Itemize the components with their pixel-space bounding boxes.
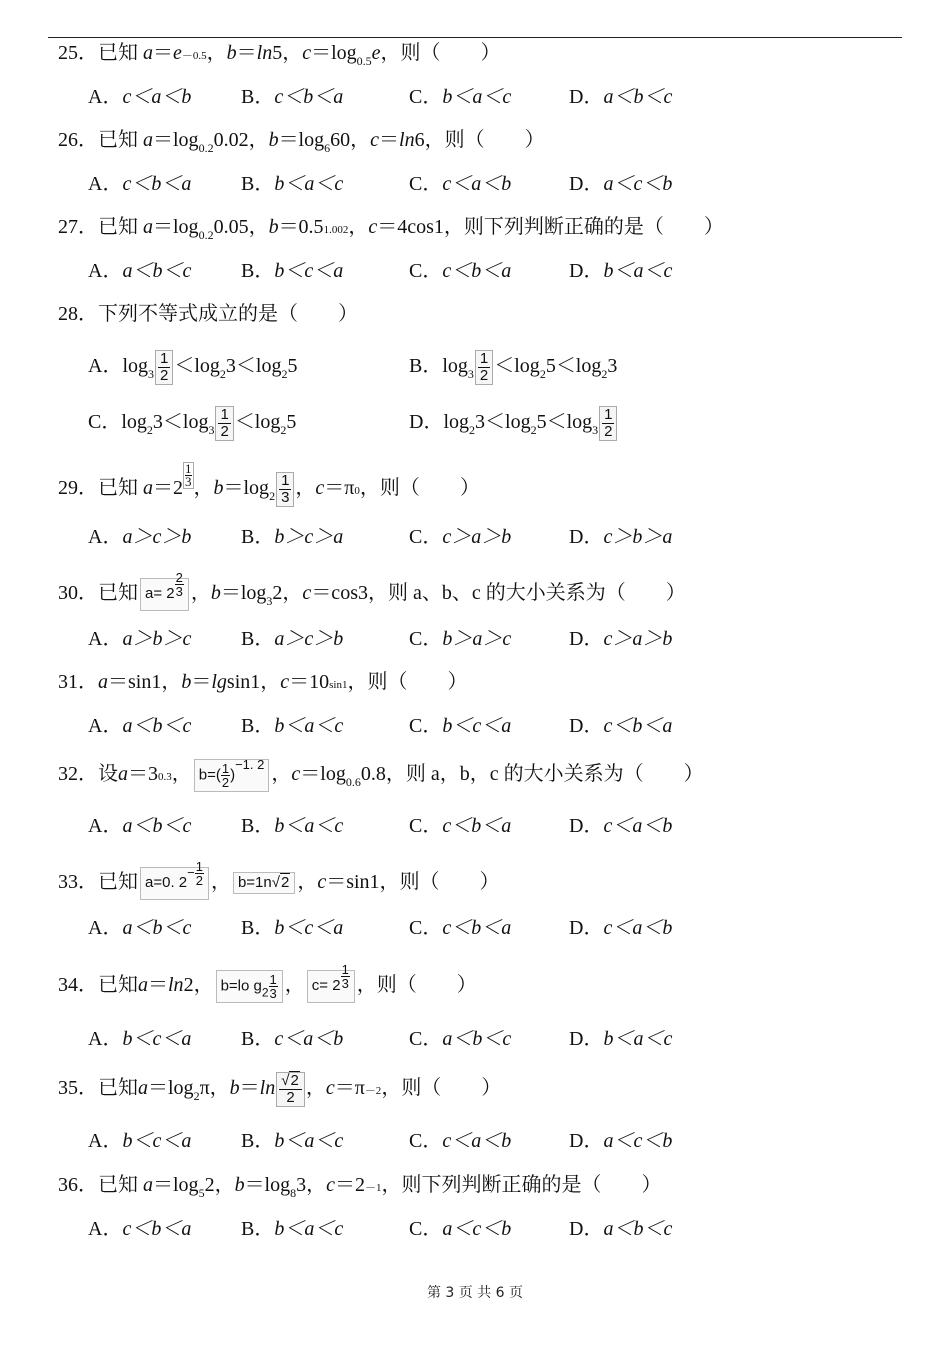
option-b[interactable]: B．c＜a＜b [241,1028,344,1050]
options-28-row1 [0,346,950,386]
option-d[interactable]: D．b＜a＜c [569,260,673,282]
option-d[interactable]: D．a＜c＜b [569,173,673,195]
option-c[interactable]: C．c＜b＜a [409,260,512,282]
fraction-image: $\frac{1}{2}$ [155,350,173,385]
option-b[interactable]: B．b＜c＜a [241,917,344,939]
option-c[interactable]: C．b＞a＞c [409,628,512,650]
option-c[interactable]: C．c＜a＜b [409,173,512,195]
options-25 [0,84,950,110]
fraction-image: $\frac{1}{2}$ [475,350,493,385]
option-d[interactable]: D．a＜b＜c [569,1218,673,1240]
option-a[interactable]: A．c＜b＜a [88,1218,192,1240]
question-31: 31．a＝sin1，b＝lgsin1，c＝10sin1，则（ ） [58,671,468,693]
option-a[interactable]: A．a＞b＞c [88,628,192,650]
option-b[interactable]: B．b＜a＜c [241,815,344,837]
option-c[interactable]: C．$\log_23<\log_3$ $\frac{1}{2}$ $<\log_25$ [88,405,297,440]
option-c[interactable]: C．b＜c＜a [409,715,512,737]
question-36: 36．已知 $a=\log_52$，$b=\log_83$，c＝2－1，则下列判断正确的是（ ） [58,1174,662,1200]
option-b[interactable]: B．c＜b＜a [241,86,344,108]
option-a[interactable]: A．b＜c＜a [88,1130,192,1152]
question-32: 32．设a＝30.3， b=( $\frac{1}{2}$ )−1. 2 ，$c=\log_{0.6}0.8$，则 a，b，c 的大小关系为（ ） [58,757,704,790]
option-b[interactable]: B．b＜a＜c [241,715,344,737]
options-27 [0,258,950,284]
option-a[interactable]: A．a＜b＜c [88,815,192,837]
formula-image: b=1n√2 [233,872,295,894]
question-28: 28．下列不等式成立的是（ ） [58,303,358,325]
option-d[interactable]: D．c＜a＜b [569,815,673,837]
fraction-image: $\frac{√2}{2}$ [276,1072,305,1107]
option-a[interactable]: A．a＞c＞b [88,526,192,548]
option-a[interactable]: A．c＜a＜b [88,86,192,108]
question-34: 34．已知a＝ln2， b=lo $g_2$ $\frac{1}{3}$ ， c= 2 $\frac{1}{3}$ ，则（ ） [58,961,477,1001]
header-rule [48,37,902,38]
option-a[interactable]: A．a＜b＜c [88,260,192,282]
option-a[interactable]: A．c＜b＜a [88,173,192,195]
option-b[interactable]: B．b＜a＜c [241,1130,344,1152]
option-c[interactable]: C．a＜b＜c [409,1028,512,1050]
options-33 [0,915,950,941]
option-c[interactable]: C．c＞a＞b [409,526,512,548]
question-35: 35．已知$a=\log_2\pi$，b＝ln $\frac{√2}{2}$ ，c＝π－2，则（ ） [58,1071,502,1106]
option-b[interactable]: B．a＞c＞b [241,628,344,650]
formula-image: c= 2 $\frac{1}{3}$ [307,970,355,1003]
option-b[interactable]: B．b＜a＜c [241,1218,344,1240]
option-c[interactable]: C．a＜c＜b [409,1218,512,1240]
page-footer: 第 3 页 共 6 页 [426,1285,524,1301]
option-a[interactable]: A．$\log_3$ $\frac{1}{2}$ $<\log_23<\log_25$ [88,349,298,384]
option-d[interactable]: D．a＜b＜c [569,86,673,108]
option-b[interactable]: B．b＞c＞a [241,526,344,548]
question-26: 26．已知 $a=\log_{0.2}0.02$，$b=\log_660$，c＝ln6，则（ ） [58,129,545,155]
option-d[interactable]: D．c＞a＞b [569,628,673,650]
formula-image: b=lo $g_2$ $\frac{1}{3}$ [216,970,283,1003]
options-26 [0,171,950,197]
fraction-image: $\frac{1}{2}$ [599,406,617,441]
fraction-image: $\frac{1}{3}$ [276,472,294,507]
options-32 [0,813,950,839]
options-28-row2 [0,402,950,442]
options-30 [0,626,950,652]
option-d[interactable]: D．c＜b＜a [569,715,673,737]
question-33: 33．已知 a=0. 2− $\frac{1}{2}$ ， b=1n√2 ，c＝sin1，则（ ） [58,860,500,904]
option-d[interactable]: D．a＜c＜b [569,1130,673,1152]
option-a[interactable]: A．a＜b＜c [88,917,192,939]
formula-image: a=0. 2− $\frac{1}{2}$ [140,867,209,900]
question-25: 25．已知 a＝e－0.5，b＝ln5，$c=\log_{0.5}e$，则（ ） [58,42,501,68]
option-d[interactable]: D．c＞b＞a [569,526,673,548]
question-29: 29．已知 a＝2 $\frac{1}{3}$ ，$b=\log_2$ $\frac{1}{3}$ ，c＝π0，则（ ） [58,461,480,506]
option-d[interactable]: D．c＜a＜b [569,917,673,939]
option-c[interactable]: C．c＜b＜a [409,815,512,837]
fraction-image: $\frac{1}{2}$ [215,406,233,441]
option-a[interactable]: A．b＜c＜a [88,1028,192,1050]
options-31 [0,713,950,739]
option-b[interactable]: B．$\log_3$ $\frac{1}{2}$ $<\log_25<\log_23$ [409,349,618,384]
formula-image: b=( $\frac{1}{2}$ )−1. 2 [194,759,270,792]
option-c[interactable]: C．b＜a＜c [409,86,512,108]
option-a[interactable]: A．a＜b＜c [88,715,192,737]
option-b[interactable]: B．b＜c＜a [241,260,344,282]
option-d[interactable]: D．b＜a＜c [569,1028,673,1050]
question-30: 30．已知 a= 2 $\frac{2}{3}$ ，$b=\log_32$，c＝cos3，则 a、b、c 的大小关系为（ ） [58,572,686,614]
options-36 [0,1216,950,1242]
option-d[interactable]: D．$\log_23<\log_25<\log_3$ $\frac{1}{2}$ [409,402,618,442]
formula-image: a= 2 $\frac{2}{3}$ [140,578,189,611]
question-27: 27．已知 $a=\log_{0.2}0.05$，b＝0.51.002，c＝4cos1，则下列判断正确的是（ ） [58,216,724,242]
options-34 [0,1026,950,1052]
option-b[interactable]: B．b＜a＜c [241,173,344,195]
options-35 [0,1128,950,1154]
option-c[interactable]: C．c＜a＜b [409,1130,512,1152]
options-29 [0,524,950,550]
option-c[interactable]: C．c＜b＜a [409,917,512,939]
